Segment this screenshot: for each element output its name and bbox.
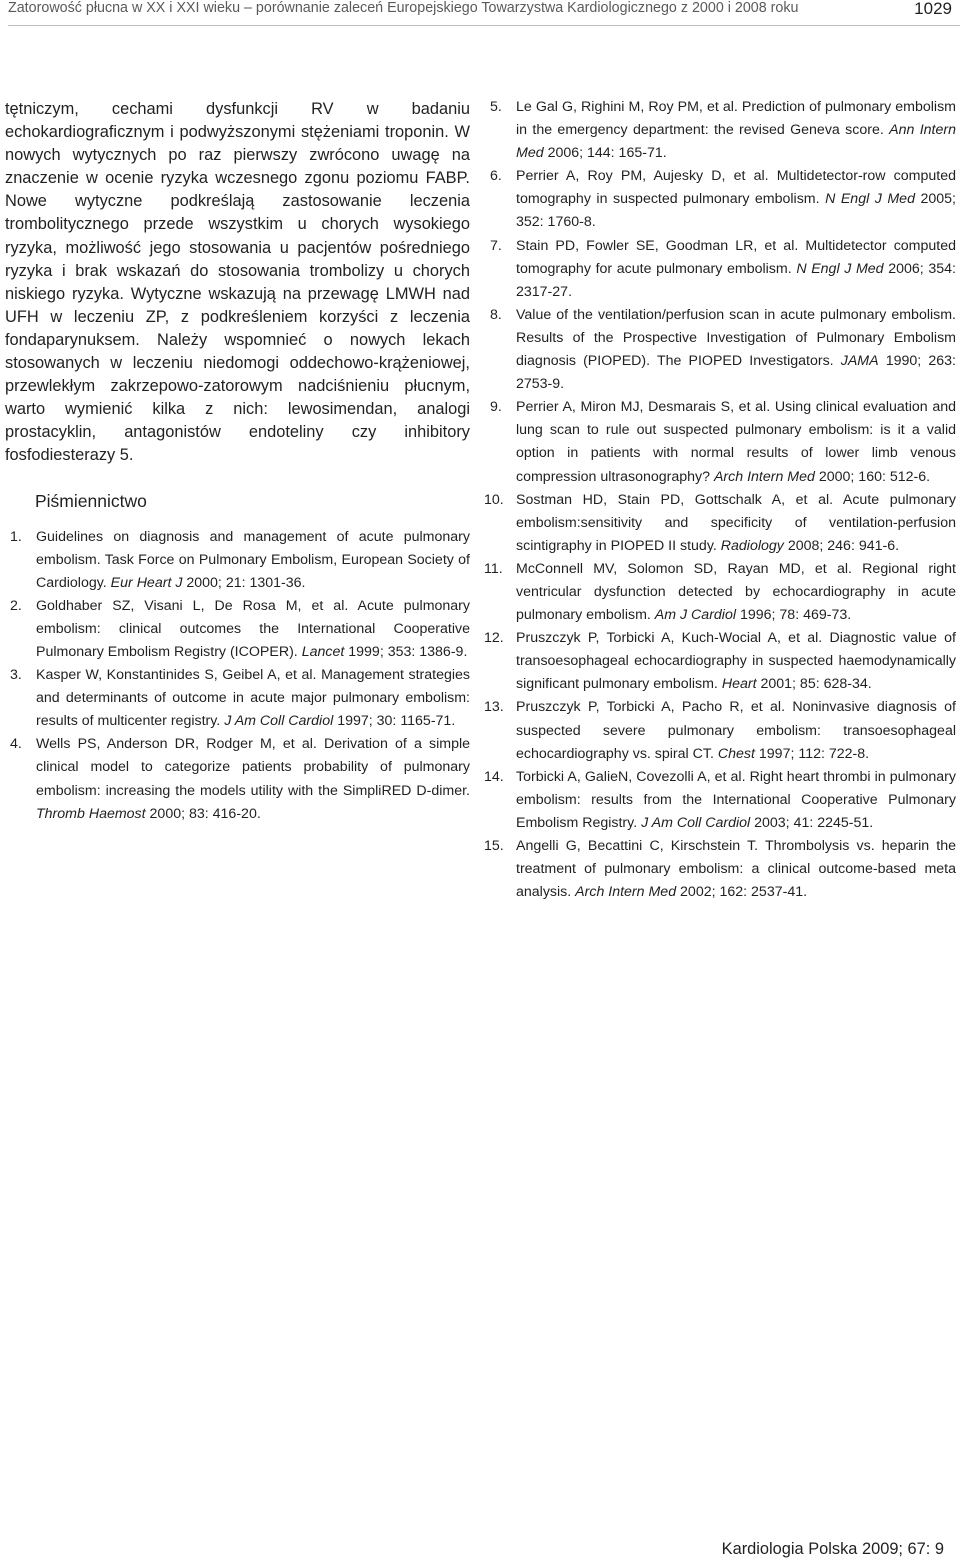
references-heading: Piśmiennictwo bbox=[35, 490, 147, 511]
journal-footer: Kardiologia Polska 2009; 67: 9 bbox=[721, 1540, 944, 1558]
reference-text: Kasper W, Konstantinides S, Geibel A, et al. Management strategies and determinants of outcome in acute major pulmonary embolism: results of multicenter registry. bbox=[36, 667, 470, 730]
reference-number: 9. bbox=[490, 399, 502, 416]
reference-text: Torbicki A, GalieN, Covezolli A, et al. Right heart thrombi in pulmonary embolism: results from the International Cooperative Pulmonary Embolism Registry. bbox=[516, 768, 956, 831]
reference-item bbox=[490, 396, 956, 488]
reference-number: 11. bbox=[484, 560, 503, 577]
page-number: 1029 bbox=[914, 0, 952, 18]
reference-journal: Thromb Haemost bbox=[36, 805, 146, 822]
running-header bbox=[8, 0, 956, 22]
reference-journal: Lancet bbox=[301, 643, 345, 660]
reference-item bbox=[484, 627, 956, 696]
reference-journal: J Am Coll Cardiol bbox=[224, 713, 334, 730]
references-list-right bbox=[484, 96, 956, 904]
reference-number: 4. bbox=[10, 736, 22, 753]
reference-text: Wells PS, Anderson DR, Rodger M, et al. Derivation of a simple clinical model to categorize patients probability of pulmonary embolism: increasing the models utility with the SimpliRED D-dimer. bbox=[36, 736, 470, 799]
reference-number: 6. bbox=[490, 168, 502, 185]
reference-number: 1. bbox=[10, 528, 22, 545]
reference-journal: Arch Intern Med bbox=[575, 884, 677, 901]
reference-journal: N Engl J Med bbox=[796, 260, 884, 277]
reference-citation: 2008; 246: 941-6. bbox=[787, 537, 900, 554]
reference-item bbox=[484, 489, 956, 558]
reference-citation: 2000; 21: 1301-36. bbox=[186, 574, 306, 591]
reference-citation: 2002; 162: 2537-41. bbox=[680, 884, 808, 901]
reference-text: Pruszczyk P, Torbicki A, Pacho R, et al. Noninvasive diagnosis of suspected severe pulmonary embolism: transoesophageal echocardiography vs. spiral CT. bbox=[516, 699, 956, 762]
reference-citation: 2000; 160: 512-6. bbox=[818, 468, 931, 485]
reference-citation: 2005; 352: 1760-8. bbox=[516, 191, 956, 231]
reference-journal: JAMA bbox=[840, 353, 879, 370]
reference-item bbox=[490, 165, 956, 234]
reference-citation: 1990; 263: 2753-9. bbox=[516, 353, 956, 393]
reference-citation: 2006; 354: 2317-27. bbox=[516, 260, 956, 300]
reference-item bbox=[490, 235, 956, 304]
reference-text: Sostman HD, Stain PD, Gottschalk A, et al. Acute pulmonary embolism:sensitivity and specificity of ventilation-perfusion scintigraphy in PIOPED II study. bbox=[516, 491, 956, 554]
reference-journal: Radiology bbox=[720, 537, 784, 554]
reference-number: 8. bbox=[490, 306, 502, 323]
reference-text: Le Gal G, Righini M, Roy PM, et al. Prediction of pulmonary embolism in the emergency department: the revised Geneva score. bbox=[516, 99, 956, 139]
reference-journal: Arch Intern Med bbox=[713, 468, 815, 485]
reference-number: 12. bbox=[484, 630, 504, 647]
running-title: Zatorowość płucna w XX i XXI wieku – porównanie zaleceń Europejskiego Towarzystwa Kardiologicznego z 2000 i 2008 roku bbox=[8, 0, 799, 16]
reference-item bbox=[10, 526, 470, 595]
right-column bbox=[484, 96, 956, 904]
reference-text: Stain PD, Fowler SE, Goodman LR, et al. Multidetector computed tomography for acute pulmonary embolism. bbox=[516, 237, 956, 277]
reference-text: Pruszczyk P, Torbicki A, Kuch-Wocial A, et al. Diagnostic value of transoesophageal echocardiography in suspected haemodynamically significant pulmonary embolism. bbox=[516, 630, 956, 693]
reference-number: 15. bbox=[484, 838, 504, 854]
left-column bbox=[5, 98, 470, 826]
reference-number: 7. bbox=[490, 237, 502, 254]
reference-journal: J Am Coll Cardiol bbox=[641, 814, 751, 831]
reference-number: 10. bbox=[484, 491, 504, 508]
reference-journal: Am J Cardiol bbox=[654, 607, 737, 624]
reference-item bbox=[490, 96, 956, 165]
reference-citation: 2003; 41: 2245-51. bbox=[754, 814, 874, 831]
references-list-left bbox=[5, 526, 470, 826]
reference-citation: 1999; 353: 1386-9. bbox=[348, 643, 468, 660]
reference-item bbox=[484, 766, 956, 835]
reference-text: Perrier A, Miron MJ, Desmarais S, et al. Using clinical evaluation and lung scan to rule out suspected pulmonary embolism: is it a valid option in patients with normal results of lower limb venous compression ultrasonography? bbox=[516, 399, 956, 485]
reference-item bbox=[484, 558, 956, 627]
reference-citation: 2006; 144: 165-71. bbox=[547, 145, 667, 162]
header-divider bbox=[8, 25, 960, 26]
reference-item bbox=[10, 733, 470, 825]
reference-text: Perrier A, Roy PM, Aujesky D, et al. Multidetector-row computed tomography in suspected pulmonary embolism. bbox=[516, 168, 956, 208]
reference-item bbox=[10, 664, 470, 733]
reference-number: 14. bbox=[484, 768, 504, 785]
reference-citation: 1997; 30: 1165-71. bbox=[337, 713, 456, 730]
reference-number: 5. bbox=[490, 99, 502, 115]
reference-item bbox=[490, 304, 956, 396]
reference-citation: 2000; 83: 416-20. bbox=[149, 805, 261, 822]
reference-text: Goldhaber SZ, Visani L, De Rosa M, et al. Acute pulmonary embolism: clinical outcomes the International Cooperative Pulmonary Embolism Registry (ICOPER). bbox=[36, 597, 470, 660]
reference-number: 2. bbox=[10, 597, 22, 614]
reference-journal: Eur Heart J bbox=[110, 574, 183, 591]
reference-item bbox=[10, 595, 470, 664]
reference-journal: Chest bbox=[717, 745, 755, 762]
reference-journal: Ann Intern Med bbox=[516, 122, 956, 162]
reference-citation: 2001; 85: 628-34. bbox=[760, 676, 872, 693]
reference-text: Angelli G, Becattini C, Kirschstein T. Thrombolysis vs. heparin the treatment of pulmonary embolism: a clinical outcome-based meta analysis. bbox=[516, 838, 956, 901]
reference-item bbox=[484, 835, 956, 904]
reference-text: McConnell MV, Solomon SD, Rayan MD, et al. Regional right ventricular dysfunction detected by echocardiography in acute pulmonary embolism. bbox=[516, 560, 956, 624]
reference-number: 3. bbox=[10, 667, 22, 684]
reference-journal: N Engl J Med bbox=[825, 191, 915, 208]
reference-number: 13. bbox=[484, 699, 504, 716]
reference-journal: Heart bbox=[721, 676, 757, 693]
body-paragraph: tętniczym, cechami dysfunkcji RV w badaniu echokardiograficznym i podwyższonymi stężeniami troponin. W nowych wytycznych po raz pierwszy zwrócono uwagę na znaczenie w ocenie ryzyka wczesnego zgonu poziomu FABP. Nowe wytyczne podkreślają zastosowanie leczenia trombolitycznego przede wszystkim u chorych wysokiego ryzyka, możliwość jego stosowania u pacjentów pośredniego ryzyka i brak wskazań do stosowania trombolizy u chorych niskiego ryzyka. Wytyczne wskazują na przewagę LMWH nad UFH w leczeniu ZP, z podkreśleniem korzyści z leczenia fondaparynuksem. Należy wspomnieć o nowych lekach stosowanych w leczeniu niedomogi oddechowo-krążeniowej, przewlekłym zakrzepowo-zatorowym nadciśnieniu płucnym, warto wymienić kilka z nich: lewosimendan, analogi prostacyklin, antagonistów endoteliny czy inhibitory fosfodiesterazy 5. bbox=[5, 100, 470, 465]
reference-citation: 1997; 112: 722-8. bbox=[758, 745, 870, 762]
reference-item bbox=[484, 696, 956, 765]
reference-text: Guidelines on diagnosis and management of acute pulmonary embolism. Task Force on Pulmonary Embolism, European Society of Cardiology. bbox=[36, 528, 470, 591]
reference-text: Value of the ventilation/perfusion scan in acute pulmonary embolism. Results of the Prospective Investigation of Pulmonary Embolism diagnosis (PIOPED). The PIOPED Investigators. bbox=[516, 306, 956, 370]
reference-citation: 1996; 78: 469-73. bbox=[739, 607, 852, 624]
